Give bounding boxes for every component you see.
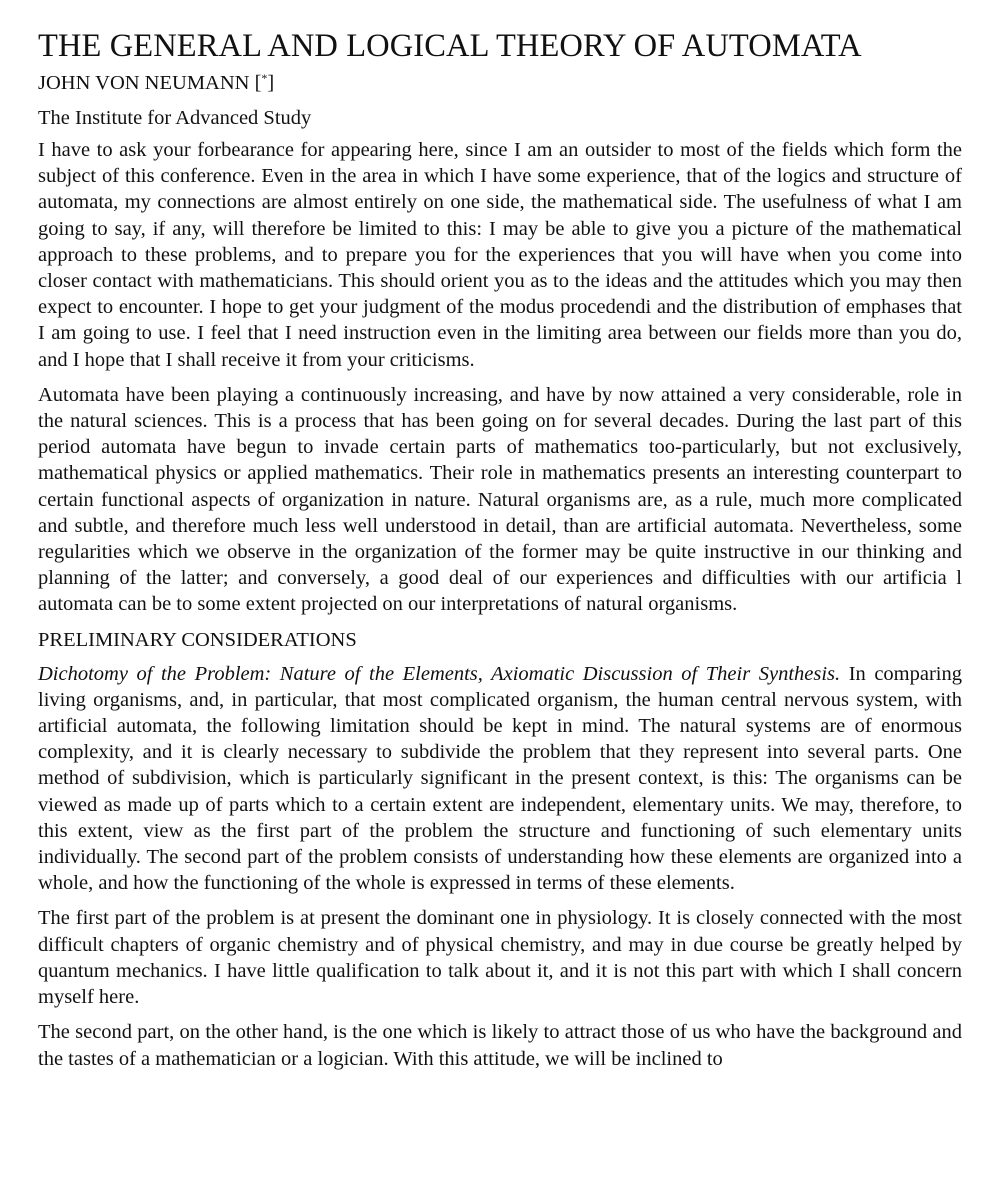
document-page (38, 26, 962, 1081)
author-footnote-mark[interactable]: * (261, 71, 268, 85)
author-note-open: [ (249, 72, 262, 94)
document-title: THE GENERAL AND LOGICAL THEORY OF AUTOMATA (38, 28, 862, 64)
intro-paragraph-1: I have to ask your forbearance for appearing here, since I am an outsider to most of the fields which form the subject of this conference. Even in the area in which I have some experience, that of the logics and structure of automata, my connections are almost entirely on one side, the mathematical side. The usefulness of what I am going to say, if any, will therefore be limited to this: I may be able to give you a picture of the mathematical approach to these problems, and to prepare you for the experiences that you will have when you come into closer contact with mathematicians. This should orient you as to the ideas and the attitudes which you may then expect to encounter. I hope to get your judgment of the modus procedendi and the distribution of emphases that I am going to use. I feel that I need instruction even in the limiting area between our fields more than you do, and I hope that I shall receive it from your criticisms. (38, 139, 962, 371)
section-heading: PRELIMINARY CONSIDERATIONS (38, 628, 357, 651)
author-line (38, 70, 962, 96)
section-paragraph-2: The first part of the problem is at present the dominant one in physiology. It is closely connected with the most difficult chapters of organic chemistry and of physical chemistry, and may in due course be greatly helped by quantum mechanics. I have little qualification to talk about it, and it is not this part with which I shall concern myself here. (38, 907, 962, 1009)
section-paragraph-1 (38, 661, 962, 897)
section-lead-italic: Dichotomy of the Problem: Nature of the Elements, Axiomatic Discussion of Their Synthesis. (38, 662, 841, 685)
section-paragraph-3: The second part, on the other hand, is the one which is likely to attract those of us who have the background and the tastes of a mathematician or a logician. With this attitude, we will be inclined to (38, 1021, 962, 1070)
author-note-close: ] (267, 72, 275, 94)
author-name: JOHN VON NEUMANN (38, 72, 250, 94)
section-paragraph-1-text: In comparing living organisms, and, in particular, that most complicated organism, the human central nervous system, with artificial automata, the following limitation should be kept in mind. The natural systems are of enormous complexity, and it is clearly necessary to subdivide the problem that they represent into several parts. One method of subdivision, which is particularly significant in the present context, is this: The organisms can be viewed as made up of parts which to a certain extent are independent, elementary units. We may, therefore, to this extent, view as the first part of the problem the structure and functioning of such elementary units individually. The second part of the problem consists of understanding how these elements are organized into a whole, and how the functioning of the whole is expressed in terms of these elements. (38, 662, 962, 895)
intro-paragraph-2: Automata have been playing a continuously increasing, and have by now attained a very considerable, role in the natural sciences. This is a process that has been going on for several decades. During the last part of this period automata have begun to invade certain parts of mathematics too-particularly, but not exclusively, mathematical physics or applied mathematics. Their role in mathematics presents an interesting counterpart to certain functional aspects of organization in nature. Natural organisms are, as a rule, much more complicated and subtle, and therefore much less well understood in detail, than are artificial automata. Nevertheless, some regularities which we observe in the organization of the former may be quite instructive in our thinking and planning of the latter; and conversely, a good deal of our experiences and difficulties with our artificia l automata can be to some extent projected on our interpretations of natural organisms. (38, 383, 962, 616)
affiliation: The Institute for Advanced Study (38, 107, 312, 129)
